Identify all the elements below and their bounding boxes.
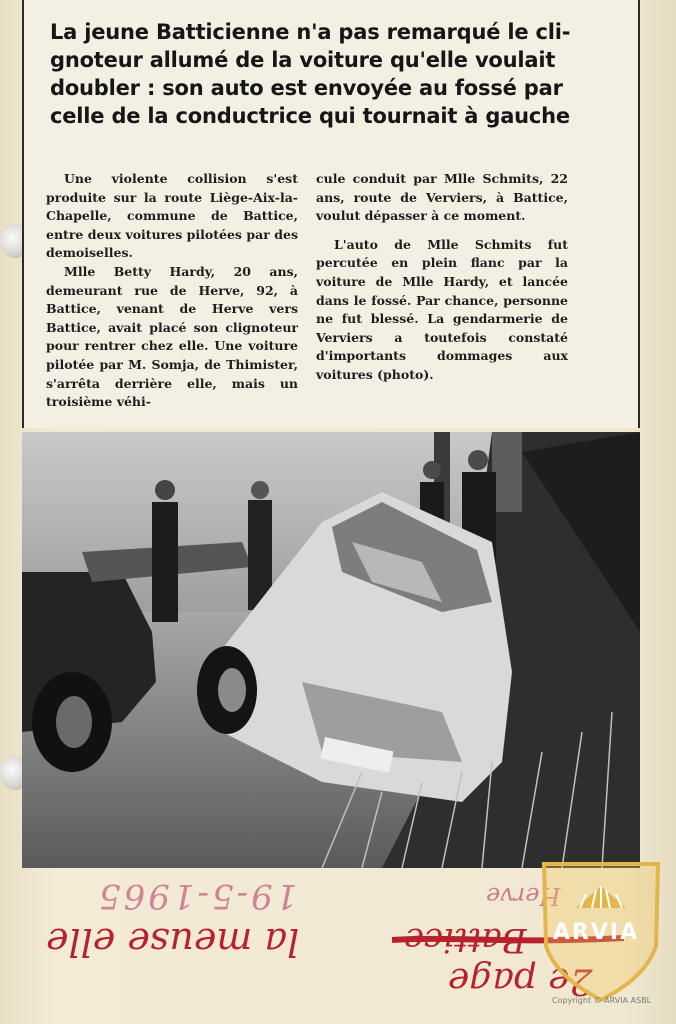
paragraph-outcome: L'auto de Mlle Schmits fut percutée en plein flanc par la voiture de Mlle Hardy, et lancée dans le fossé. Par chance, personne ne fut blessé. La gendarmerie de Verviers a toutefois constaté d'importants dommages aux voitures (photo). (316, 236, 568, 382)
arvia-stamp (536, 856, 666, 1006)
headline-line-3: doubler : son auto est envoyée au fossé par (50, 76, 563, 100)
article-column-left (46, 170, 298, 412)
headline-line-1: La jeune Batticienne n'a pas remarqué le cli- (50, 20, 571, 44)
article-headline (50, 18, 610, 130)
paragraph-collision: Une violente collision s'est produite sur la route Liège-Aix-la-Chapelle, commune de Battice, entre deux voitures pilotées par des demoiselles. (46, 171, 298, 261)
paragraph-hardy: Mlle Betty Hardy, 20 ans, demeurant rue de Herve, 92, à Battice, venant de Herve vers Battice, avait placé son clignoteur pour rentrer chez elle. Une voiture pilotée par M. Somja, de Thimister, s'arrêta derrière elle, mais un troisième véhi- (46, 263, 298, 410)
headline-line-4: celle de la conductrice qui tournait à gauche (50, 104, 570, 128)
handwritten-struck-word: Battice (404, 920, 527, 960)
handwritten-date: 19-5-1965 (96, 876, 298, 916)
paragraph-schmits: cule conduit par Mlle Schmits, 22 ans, route de Verviers, à Battice, voulut dépasser à ce moment. (316, 171, 568, 224)
accident-photo-illustration (22, 432, 640, 868)
article-column-right (316, 170, 568, 385)
stamp-logo-text: ARVIA (552, 920, 640, 945)
newspaper-clipping (22, 0, 640, 428)
headline-line-2: gnoteur allumé de la voiture qu'elle voulait (50, 48, 556, 72)
copyright-notice: Copyright © ARVIA ASBL (552, 996, 652, 1005)
handwritten-note-main: la meuse elle (46, 920, 300, 964)
accident-photo (22, 432, 640, 868)
handwritten-note-bottom: 2e page (448, 960, 593, 1001)
handwritten-note-top: Herve (486, 882, 561, 910)
